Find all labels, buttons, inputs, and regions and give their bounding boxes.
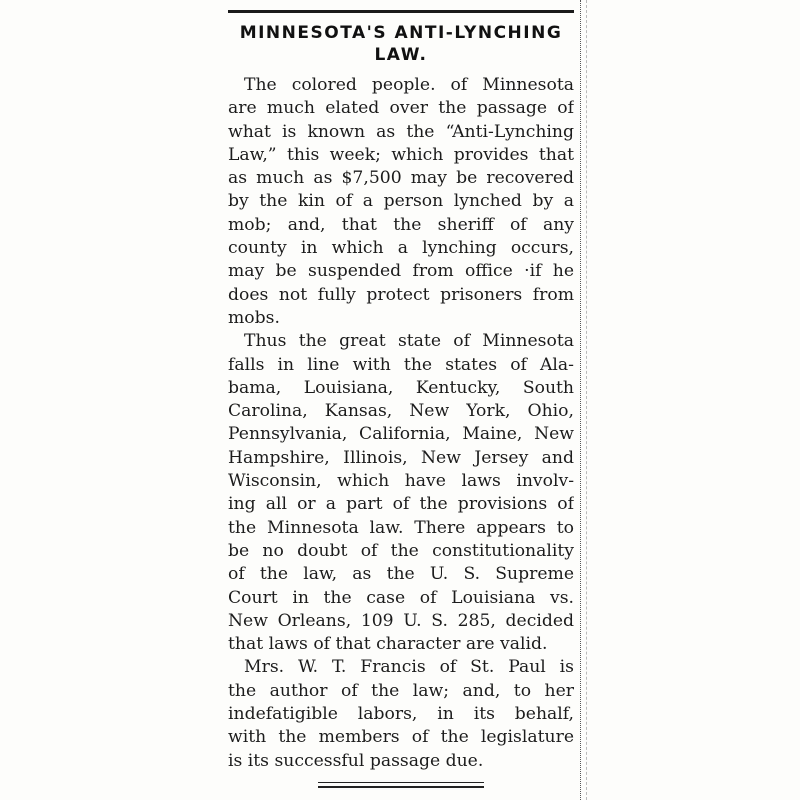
text-line: The colored people. of Minnesota <box>244 75 574 95</box>
text-line: mob; and, that the sheriff of any <box>228 214 574 235</box>
text-line: by the kin of a person lynched by a <box>228 191 574 212</box>
paragraph <box>228 656 574 772</box>
text-line: Carolina, Kansas, New York, Ohio, <box>228 401 574 422</box>
text-line: as much as $7,500 may be recovered <box>228 168 574 189</box>
top-rule <box>228 10 574 13</box>
headline-line: MINNESOTA'S ANTI-LYNCHING <box>239 23 563 43</box>
bottom-rule <box>318 786 484 788</box>
text-line: is its successful passage due. <box>228 750 484 771</box>
headline <box>228 22 574 66</box>
text-line: the Minnesota law. There appears to <box>228 517 574 538</box>
text-line: with the members of the legislature <box>228 727 574 748</box>
article-body <box>228 74 574 773</box>
text-line: Hampshire, Illinois, New Jersey and <box>228 447 574 468</box>
text-line: Pennsylvania, California, Maine, New <box>228 424 574 445</box>
text-line: falls in line with the states of Ala- <box>228 354 574 375</box>
text-line: Thus the great state of Minnesota <box>244 331 574 352</box>
text-line: are much elated over the passage of <box>228 98 574 119</box>
text-line: does not fully protect prisoners from <box>228 284 574 305</box>
text-line: of the law, as the U. S. Supreme <box>228 564 574 585</box>
text-line: what is known as the “Anti-Lynching <box>228 121 574 142</box>
text-line: may be suspended from office ·if he <box>228 261 574 282</box>
paragraph <box>228 330 574 656</box>
text-line: ing all or a part of the provisions of <box>228 494 574 515</box>
text-line: county in which a lynching occurs, <box>228 238 574 259</box>
text-line: Wisconsin, which have laws involv- <box>228 471 574 492</box>
text-line: Law,” this week; which provides that <box>228 144 574 165</box>
text-line: the author of the law; and, to her <box>228 680 574 701</box>
text-line: be no doubt of the constitutionality <box>228 540 574 561</box>
article <box>228 22 574 773</box>
text-line: indefatigible labors, in its behalf, <box>228 704 574 725</box>
bottom-rule <box>318 782 484 783</box>
text-line: Court in the case of Louisiana vs. <box>228 587 574 608</box>
headline-line: LAW. <box>374 45 428 65</box>
text-line: Mrs. W. T. Francis of St. Paul is <box>244 657 574 678</box>
text-line: New Orleans, 109 U. S. 285, decided <box>228 610 574 631</box>
text-line: bama, Louisiana, Kentucky, South <box>228 377 574 398</box>
column-rule <box>580 0 581 800</box>
text-line: that laws of that character are valid. <box>228 634 548 655</box>
paragraph <box>228 74 574 330</box>
column-rule-secondary <box>586 0 587 800</box>
text-line: mobs. <box>228 307 280 328</box>
